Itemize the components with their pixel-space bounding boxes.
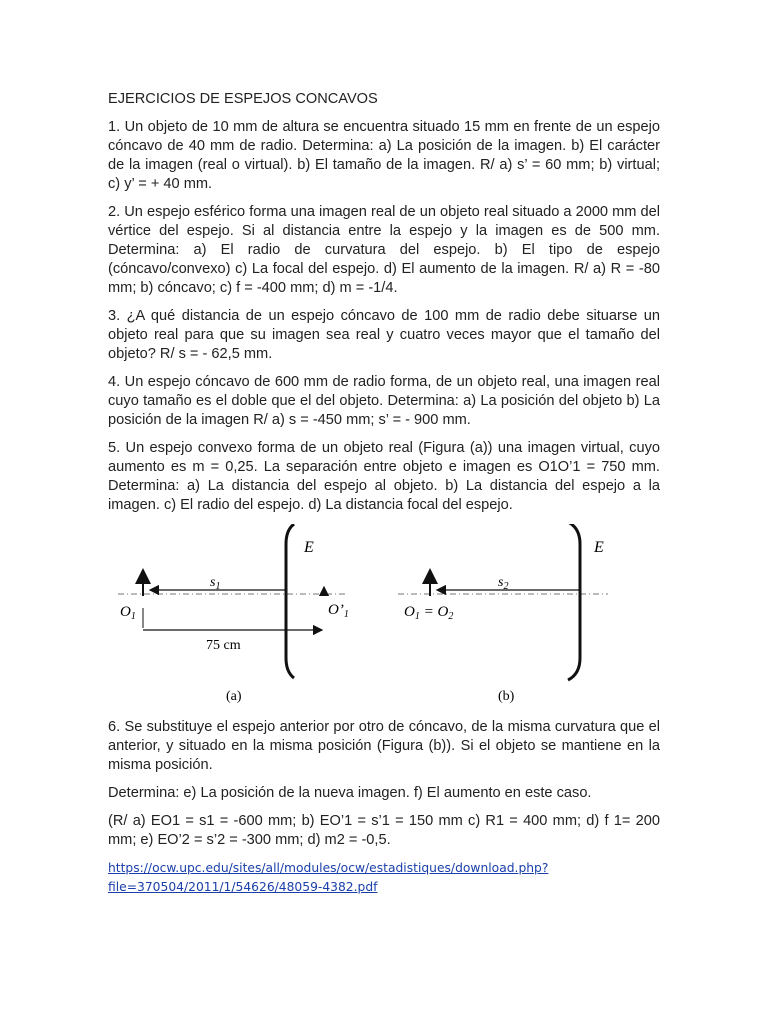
mirror-label-a: E — [304, 539, 314, 556]
exercise-6-tasks: Determina: e) La posición de la nueva imagen. f) El aumento en este caso. — [108, 785, 592, 801]
distance-label-a: $s_1$ — [210, 575, 221, 592]
figure-a — [118, 524, 349, 704]
exercise-5: 5. Un espejo convexo forma de un objeto real (Figura (a)) una imagen virtual, cuyo aumento es m = 0,25. La separación entre objeto e imagen es O1O’1 = 750 mm. Determina: a) La distancia del espejo al objeto. b) La distancia del espejo a la imagen. c) El radio del espejo. d) La distancia focal del espejo. — [108, 440, 660, 513]
exercise-6: 6. Se substituye el espejo anterior por otro de cóncavo, de la misma curvatura que el anterior, y situado en la misma posición (Figura (b)). Si el objeto se mantiene en la misma posición. — [108, 719, 660, 773]
exercise-1: 1. Un objeto de 10 mm de altura se encuentra situado 15 mm en frente de un espejo cóncavo de 40 mm de radio. Determina: a) La posición de la imagen. b) El carácter de la imagen (real o virtual). b) El tamaño de la imagen. R/ a) s’ = 60 mm; b) virtual; c) y’ = + 40 mm. — [108, 119, 660, 192]
exercise-3: 3. ¿A qué distancia de un espejo cóncavo de 100 mm de radio debe situarse un objeto real para que su imagen sea real y cuatro veces mayor que el tamaño del objeto? R/ s = - 62,5 mm. — [108, 308, 660, 362]
document-page — [108, 90, 660, 897]
source-link-line1: https://ocw.upc.edu/sites/all/modules/ocw/estadistiques/download.php? — [108, 861, 549, 875]
caption-b: (b) — [498, 689, 515, 704]
exercise-6-answers: (R/ a) EO1 = s1 = -600 mm; b) EO’1 = s’1 = 150 mm c) R1 = 400 mm; d) f 1= 200 mm; e) EO’2 = s’2 = -300 mm; d) m2 = -0,5. — [108, 813, 660, 848]
object-label-a: $O_1$ — [120, 604, 136, 622]
source-link-line2: file=370504/2011/1/54626/48059-4382.pdf — [108, 880, 378, 894]
object-label-b: $O_1 = O_2$ — [404, 604, 454, 622]
separation-label-a: 75 cm — [206, 638, 241, 653]
caption-a: (a) — [226, 689, 242, 704]
mirror-diagram — [108, 524, 660, 704]
exercise-2: 2. Un espejo esférico forma una imagen real de un objeto real situado a 2000 mm del vértice del espejo. Si al distancia entre la espejo y la imagen es de 500 mm. Determina: a) El radio de curvatura del espejo. b) El tipo de espejo (cóncavo/convexo) c) La focal del espejo. d) El aumento de la imagen. R/ a) R = -80 mm; b) cóncavo; c) f = -400 mm; d) m = -1/4. — [108, 204, 660, 296]
mirror-figure — [108, 524, 660, 704]
image-label-a: $O’_1$ — [328, 602, 349, 620]
figure-b — [398, 524, 608, 704]
document-title: EJERCICIOS DE ESPEJOS CONCAVOS — [108, 91, 378, 107]
mirror-label-b: E — [594, 539, 604, 556]
exercise-4: 4. Un espejo cóncavo de 600 mm de radio forma, de un objeto real, una imagen real cuyo tamaño es el doble que el del objeto. Determina: a) La posición del objeto b) La posición de la imagen R/ a) s = -450 mm; s’ = - 900 mm. — [108, 374, 660, 428]
source-link[interactable] — [108, 859, 660, 897]
concave-mirror-b — [568, 524, 580, 680]
distance-label-b: $s_2$ — [498, 575, 509, 592]
convex-mirror-a — [286, 524, 294, 678]
